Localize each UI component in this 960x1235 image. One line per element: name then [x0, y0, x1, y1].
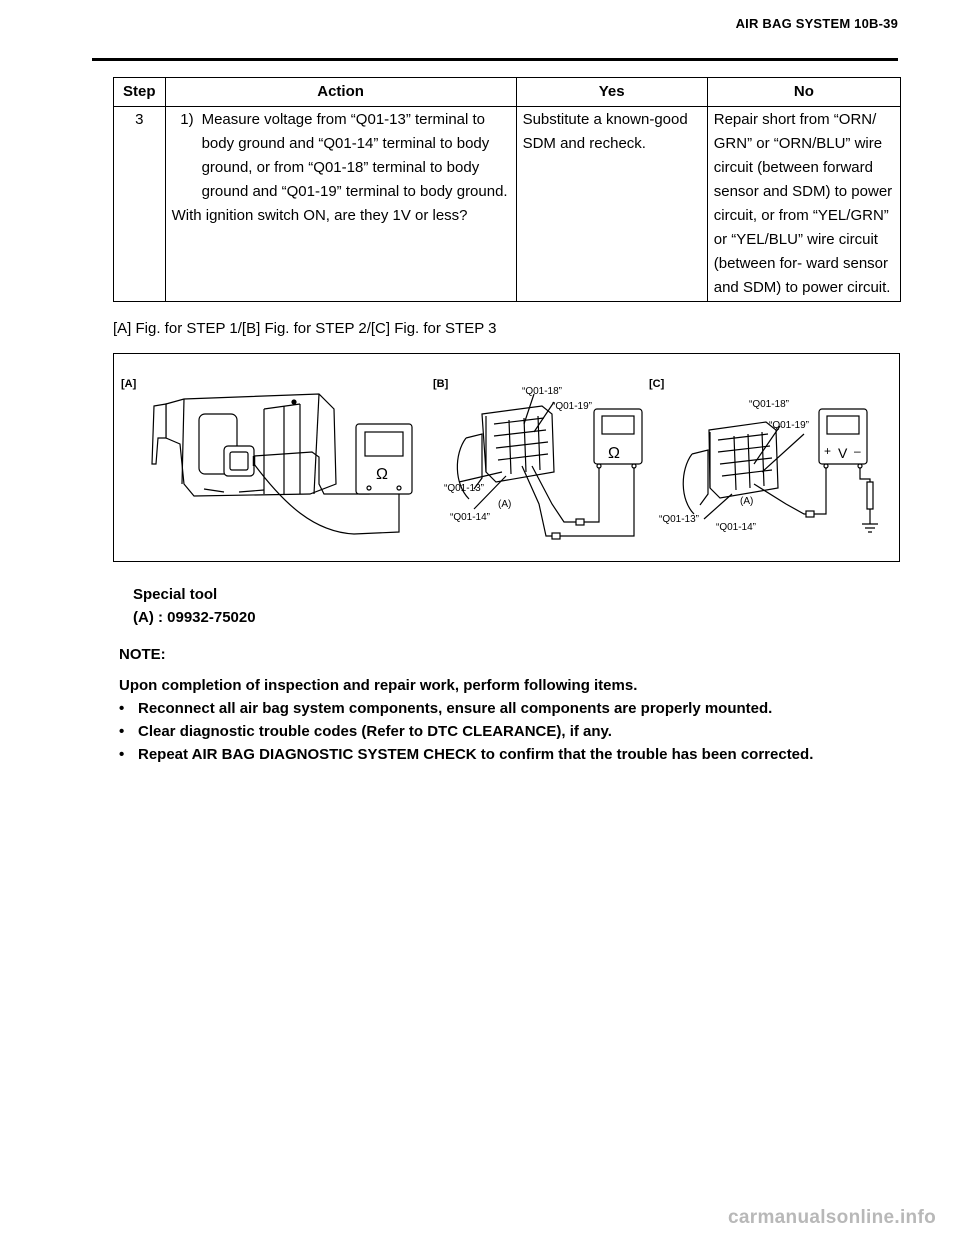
special-tool-block [133, 583, 256, 629]
b-label-tool: (A) [498, 499, 512, 510]
column-header-step: Step [114, 78, 166, 107]
b-label-q0118: “Q01-18” [522, 386, 563, 397]
list-item [119, 720, 919, 743]
forward-sensor-drawing [152, 394, 336, 496]
page-header-title: AIR BAG SYSTEM 10B-39 [735, 16, 898, 31]
bullet-icon: • [119, 746, 125, 763]
yes-cell: Substitute a known-good SDM and recheck. [516, 107, 707, 302]
b-label-q0119: “Q01-19” [552, 401, 593, 412]
b-label-q0113: “Q01-13” [444, 483, 485, 494]
note-item-text: Repeat AIR BAG DIAGNOSTIC SYSTEM CHECK to confirm that the trouble has been corrected. [138, 746, 814, 763]
bullet-icon: • [119, 723, 125, 740]
action-item-text: Measure voltage from “Q01-13” terminal to body ground and “Q01-14” terminal to body ground, or from “Q01-18” terminal to body ground and “Q01-19” terminal to body ground. [201, 111, 508, 200]
note-block [119, 643, 919, 766]
list-item [119, 697, 919, 720]
note-item-text: Reconnect all air bag system components, ensure all components are properly mounted. [138, 700, 773, 717]
note-title: NOTE: [119, 646, 166, 663]
panel-c-label: [C] [649, 378, 665, 390]
action-question: With ignition switch ON, are they 1V or less? [171, 207, 468, 224]
c-label-q0119: “Q01-19” [769, 420, 810, 431]
plus-sign: + [824, 444, 832, 458]
note-list [119, 697, 919, 766]
column-header-yes: Yes [516, 78, 707, 107]
action-item-number: 1) [180, 111, 194, 128]
step-number: 3 [114, 107, 166, 302]
c-label-q0113: “Q01-13” [659, 514, 700, 525]
column-header-action: Action [165, 78, 516, 107]
minus-sign: – [854, 444, 861, 458]
c-label-q0118: “Q01-18” [749, 399, 790, 410]
b-label-q0114: “Q01-14” [450, 512, 491, 523]
ohm-symbol-b: Ω [608, 445, 620, 462]
table-row [114, 107, 901, 302]
bullet-icon: • [119, 700, 125, 717]
special-tool-title: Special tool [133, 586, 218, 603]
panel-a-label: [A] [121, 378, 137, 390]
special-tool-item: (A) : 09932-75020 [133, 609, 256, 626]
volt-symbol: V [838, 445, 848, 461]
no-cell: Repair short from “ORN/ GRN” or “ORN/BLU” wire circuit (between forward sensor and SDM) to power circuit, or from “YEL/GRN” or “YEL/BLU” wire circuit (between for- ward sensor and SDM) to power circuit. [707, 107, 900, 302]
figure-panel [113, 353, 900, 562]
c-label-q0114: “Q01-14” [716, 522, 757, 533]
wiring-illustration [114, 354, 899, 561]
figure-caption: [A] Fig. for STEP 1/[B] Fig. for STEP 2/[C] Fig. for STEP 3 [113, 320, 497, 337]
header-rule [92, 58, 898, 61]
ohm-symbol-a: Ω [376, 466, 388, 483]
note-intro: Upon completion of inspection and repair work, perform following items. [119, 677, 638, 694]
diagnosis-table [113, 77, 901, 302]
column-header-no: No [707, 78, 900, 107]
sdm-connector-c [683, 422, 778, 514]
action-item [172, 108, 510, 204]
site-watermark: carmanualsonline.info [728, 1207, 936, 1228]
panel-b-label: [B] [433, 378, 449, 390]
list-item [119, 743, 919, 766]
action-cell [165, 107, 516, 302]
table-header-row [114, 78, 901, 107]
note-item-text: Clear diagnostic trouble codes (Refer to DTC CLEARANCE), if any. [138, 723, 612, 740]
c-label-tool: (A) [740, 496, 754, 507]
